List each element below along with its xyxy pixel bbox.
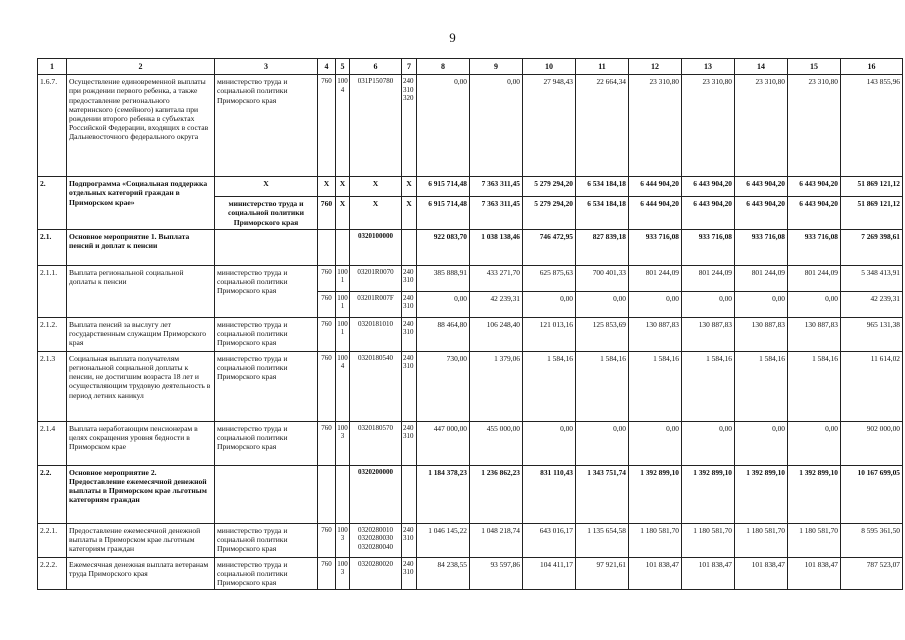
row-value: 97 921,61: [576, 557, 629, 590]
row-value: 455 000,00: [470, 421, 523, 465]
table-row: [38, 229, 903, 265]
row-csr: 0320280010 0320280030 0320280040: [350, 523, 402, 557]
row-number: 2.2.: [38, 465, 67, 523]
row-value: 6 534 184,18: [576, 177, 629, 197]
row-value: 1 379,06: [470, 351, 523, 421]
row-vr: 240 310: [402, 291, 417, 317]
row-value: 0,00: [682, 421, 735, 465]
col-header: 13: [682, 59, 735, 75]
page-number: 9: [449, 30, 456, 45]
row-value: 933 716,08: [682, 229, 735, 265]
row-value: 827 839,18: [576, 229, 629, 265]
row-value: 7 363 311,45: [470, 197, 523, 230]
row-value: 23 310,80: [682, 75, 735, 177]
row-value: 1 184 378,23: [417, 465, 470, 523]
col-header: 15: [788, 59, 841, 75]
row-value: 730,00: [417, 351, 470, 421]
row-executor: министерство труда и социальной политики Приморского края: [215, 523, 318, 557]
row-grbs: 760: [318, 421, 336, 465]
row-value: 933 716,08: [735, 229, 788, 265]
row-value: 130 887,83: [788, 317, 841, 351]
table-row: [38, 523, 903, 557]
row-value: 51 869 121,12: [841, 177, 903, 197]
row-name: Основное мероприятие 1. Выплата пенсий и доплат к пенсии: [67, 229, 215, 265]
row-value: 1 038 138,46: [470, 229, 523, 265]
row-rzpr: 1003: [336, 523, 350, 557]
row-vr: 240 310 320: [402, 75, 417, 177]
row-vr: X: [402, 197, 417, 230]
row-number: 2.2.2.: [38, 557, 67, 590]
col-header: 2: [67, 59, 215, 75]
col-header: 14: [735, 59, 788, 75]
row-value: 6 443 904,20: [682, 197, 735, 230]
row-rzpr: X: [336, 197, 350, 230]
row-value: 1 392 899,10: [788, 465, 841, 523]
row-value: 7 363 311,45: [470, 177, 523, 197]
row-value: 1 236 862,23: [470, 465, 523, 523]
row-number: 2.1.2.: [38, 317, 67, 351]
row-number: 2.1.1.: [38, 265, 67, 317]
row-value: 125 853,69: [576, 317, 629, 351]
row-csr: 0320100000: [350, 229, 402, 265]
row-value: 0,00: [470, 75, 523, 177]
row-name: Выплата неработающим пенсионерам в целях сокращения уровня бедности в Приморском крае: [67, 421, 215, 465]
row-value: 42 239,31: [470, 291, 523, 317]
row-grbs: 760: [318, 523, 336, 557]
row-value: 88 464,80: [417, 317, 470, 351]
row-value: 11 614,02: [841, 351, 903, 421]
row-value: 0,00: [682, 291, 735, 317]
table-row: [38, 265, 903, 291]
table-row: [38, 557, 903, 590]
row-grbs: 760: [318, 351, 336, 421]
row-name: Выплата региональной социальной доплаты к пенсии: [67, 265, 215, 317]
row-executor: министерство труда и социальной политики Приморского края: [215, 265, 318, 317]
row-number: 1.6.7.: [38, 75, 67, 177]
col-header: 4: [318, 59, 336, 75]
row-value: 1 584,16: [682, 351, 735, 421]
row-value: 23 310,80: [629, 75, 682, 177]
row-csr: 0320200000: [350, 465, 402, 523]
row-executor: министерство труда и социальной политики Приморского края: [215, 75, 318, 177]
row-rzpr: 1001: [336, 265, 350, 291]
row-value: 1 180 581,70: [735, 523, 788, 557]
row-csr: 031P150780: [350, 75, 402, 177]
row-value: 10 167 699,05: [841, 465, 903, 523]
row-rzpr: 1001: [336, 291, 350, 317]
row-rzpr: 1004: [336, 351, 350, 421]
row-value: 0,00: [576, 421, 629, 465]
row-value: 1 584,16: [576, 351, 629, 421]
row-csr: X: [350, 197, 402, 230]
row-vr: 240 310: [402, 557, 417, 590]
row-name: Выплата пенсий за выслугу лет государственным служащим Приморского края: [67, 317, 215, 351]
col-header: 12: [629, 59, 682, 75]
row-value: 801 244,09: [788, 265, 841, 291]
row-value: 1 584,16: [629, 351, 682, 421]
row-executor: министерство труда и социальной политики Приморского края: [215, 317, 318, 351]
table-row: [38, 465, 903, 523]
col-header: 5: [336, 59, 350, 75]
row-value: 6 443 904,20: [682, 177, 735, 197]
table-row: [38, 351, 903, 421]
row-value: 700 401,33: [576, 265, 629, 291]
row-value: 6 444 904,20: [629, 177, 682, 197]
row-csr: 0320181010: [350, 317, 402, 351]
col-header: 3: [215, 59, 318, 75]
row-vr: 240 310: [402, 265, 417, 291]
col-header: 7: [402, 59, 417, 75]
row-executor: министерство труда и социальной политики Приморского края: [215, 197, 318, 230]
row-value: 6 443 904,20: [788, 197, 841, 230]
row-value: 801 244,09: [682, 265, 735, 291]
row-executor: [215, 465, 318, 523]
row-rzpr: [336, 229, 350, 265]
row-csr: 03201R007F: [350, 291, 402, 317]
row-grbs: 760: [318, 291, 336, 317]
header-row: [38, 59, 903, 75]
row-grbs: X: [318, 177, 336, 197]
row-value: 1 392 899,10: [682, 465, 735, 523]
row-rzpr: 1003: [336, 557, 350, 590]
row-value: 0,00: [629, 291, 682, 317]
row-value: 93 597,86: [470, 557, 523, 590]
row-value: 746 472,95: [523, 229, 576, 265]
row-name: Подпрограмма «Социальная поддержка отдельных категорий граждан в Приморском крае»: [67, 177, 215, 230]
row-csr: 0320180570: [350, 421, 402, 465]
row-vr: [402, 465, 417, 523]
row-value: 1 046 145,22: [417, 523, 470, 557]
row-name: Осуществление единовременной выплаты при рождении первого ребенка, а также предоставление регионального материнского (семейного) капитала при рождении второго ребенка в субъектах Российской Федерации, входящих в состав Дальневосточного федерального округа: [67, 75, 215, 177]
row-value: 643 016,17: [523, 523, 576, 557]
row-value: 23 310,80: [735, 75, 788, 177]
row-csr: 0320280020: [350, 557, 402, 590]
row-vr: 240 310: [402, 351, 417, 421]
row-value: 6 444 904,20: [629, 197, 682, 230]
row-vr: 240 310: [402, 421, 417, 465]
col-header: 16: [841, 59, 903, 75]
row-value: 0,00: [788, 421, 841, 465]
row-value: 831 110,43: [523, 465, 576, 523]
row-name: Социальная выплата получателям региональной социальной доплаты к пенсии, не достигшим возраста 18 лет и осуществляющим трудовую деятельность в период летних каникул: [67, 351, 215, 421]
col-header: 8: [417, 59, 470, 75]
row-name: Основное мероприятие 2. Предоставление ежемесячной денежной выплаты в Приморском крае льготным категориям граждан: [67, 465, 215, 523]
row-vr: [402, 229, 417, 265]
row-value: 385 888,91: [417, 265, 470, 291]
row-value: 0,00: [417, 291, 470, 317]
row-value: 5 279 294,20: [523, 177, 576, 197]
row-grbs: 760: [318, 75, 336, 177]
row-rzpr: X: [336, 177, 350, 197]
col-header: 10: [523, 59, 576, 75]
row-value: 433 271,70: [470, 265, 523, 291]
row-value: 801 244,09: [735, 265, 788, 291]
row-rzpr: [336, 465, 350, 523]
col-header: 6: [350, 59, 402, 75]
row-value: 101 838,47: [735, 557, 788, 590]
row-value: 1 180 581,70: [788, 523, 841, 557]
row-name: Ежемесячная денежная выплата ветеранам труда Приморского края: [67, 557, 215, 590]
row-number: 2.1.: [38, 229, 67, 265]
row-value: 0,00: [735, 291, 788, 317]
row-vr: X: [402, 177, 417, 197]
row-number: 2.: [38, 177, 67, 230]
row-rzpr: 1004: [336, 75, 350, 177]
program-budget-table: [37, 58, 903, 590]
row-executor: министерство труда и социальной политики Приморского края: [215, 351, 318, 421]
row-value: 101 838,47: [682, 557, 735, 590]
row-value: 5 279 294,20: [523, 197, 576, 230]
row-value: 7 269 398,61: [841, 229, 903, 265]
row-value: 106 248,40: [470, 317, 523, 351]
row-value: 130 887,83: [735, 317, 788, 351]
row-name: Предоставление ежемесячной денежной выплаты в Приморском крае льготным категориям граждан: [67, 523, 215, 557]
row-value: 130 887,83: [629, 317, 682, 351]
row-value: 0,00: [523, 421, 576, 465]
row-value: 130 887,83: [682, 317, 735, 351]
row-value: 922 083,70: [417, 229, 470, 265]
row-value: 51 869 121,12: [841, 197, 903, 230]
row-value: 1 343 751,74: [576, 465, 629, 523]
row-value: 143 855,96: [841, 75, 903, 177]
row-value: 23 310,80: [788, 75, 841, 177]
row-value: 1 392 899,10: [735, 465, 788, 523]
row-value: 0,00: [735, 421, 788, 465]
row-value: 0,00: [417, 75, 470, 177]
row-value: 1 584,16: [523, 351, 576, 421]
row-grbs: 760: [318, 197, 336, 230]
row-grbs: 760: [318, 317, 336, 351]
row-value: 1 180 581,70: [629, 523, 682, 557]
row-value: 6 915 714,48: [417, 197, 470, 230]
row-value: 0,00: [788, 291, 841, 317]
col-header: 9: [470, 59, 523, 75]
row-value: 6 443 904,20: [735, 177, 788, 197]
row-number: 2.2.1.: [38, 523, 67, 557]
row-value: 1 584,16: [735, 351, 788, 421]
row-value: 0,00: [576, 291, 629, 317]
row-grbs: 760: [318, 265, 336, 291]
row-csr: 03201R0070: [350, 265, 402, 291]
row-value: 1 048 218,74: [470, 523, 523, 557]
row-value: 447 000,00: [417, 421, 470, 465]
row-value: 965 131,38: [841, 317, 903, 351]
row-vr: 240 310: [402, 523, 417, 557]
row-vr: 240 310: [402, 317, 417, 351]
table-row: [38, 421, 903, 465]
row-rzpr: 1001: [336, 317, 350, 351]
row-value: 27 948,43: [523, 75, 576, 177]
row-value: 1 180 581,70: [682, 523, 735, 557]
table-row: [38, 317, 903, 351]
row-grbs: 760: [318, 557, 336, 590]
row-value: 6 443 904,20: [788, 177, 841, 197]
row-value: 1 135 654,58: [576, 523, 629, 557]
col-header: 1: [38, 59, 67, 75]
row-value: 104 411,17: [523, 557, 576, 590]
row-value: 933 716,08: [629, 229, 682, 265]
row-executor: X: [215, 177, 318, 197]
row-value: 22 664,34: [576, 75, 629, 177]
row-value: 1 392 899,10: [629, 465, 682, 523]
row-value: 6 534 184,18: [576, 197, 629, 230]
row-value: 8 595 361,50: [841, 523, 903, 557]
row-value: 6 443 904,20: [735, 197, 788, 230]
row-value: 801 244,09: [629, 265, 682, 291]
row-number: 2.1.3: [38, 351, 67, 421]
row-executor: министерство труда и социальной политики Приморского края: [215, 557, 318, 590]
row-value: 902 000,00: [841, 421, 903, 465]
row-value: 42 239,31: [841, 291, 903, 317]
row-value: 6 915 714,48: [417, 177, 470, 197]
row-value: 121 013,16: [523, 317, 576, 351]
col-header: 11: [576, 59, 629, 75]
row-executor: министерство труда и социальной политики Приморского края: [215, 421, 318, 465]
row-value: 625 875,63: [523, 265, 576, 291]
table-row: [38, 177, 903, 197]
row-csr: X: [350, 177, 402, 197]
row-rzpr: 1003: [336, 421, 350, 465]
row-csr: 0320180540: [350, 351, 402, 421]
row-number: 2.1.4: [38, 421, 67, 465]
row-grbs: [318, 465, 336, 523]
row-value: 0,00: [629, 421, 682, 465]
row-executor: [215, 229, 318, 265]
row-value: 1 584,16: [788, 351, 841, 421]
row-value: 5 348 413,91: [841, 265, 903, 291]
row-value: 101 838,47: [788, 557, 841, 590]
table-row: [38, 75, 903, 177]
row-value: 933 716,08: [788, 229, 841, 265]
row-value: 0,00: [523, 291, 576, 317]
row-value: 101 838,47: [629, 557, 682, 590]
row-grbs: [318, 229, 336, 265]
row-value: 787 523,07: [841, 557, 903, 590]
row-value: 84 238,55: [417, 557, 470, 590]
